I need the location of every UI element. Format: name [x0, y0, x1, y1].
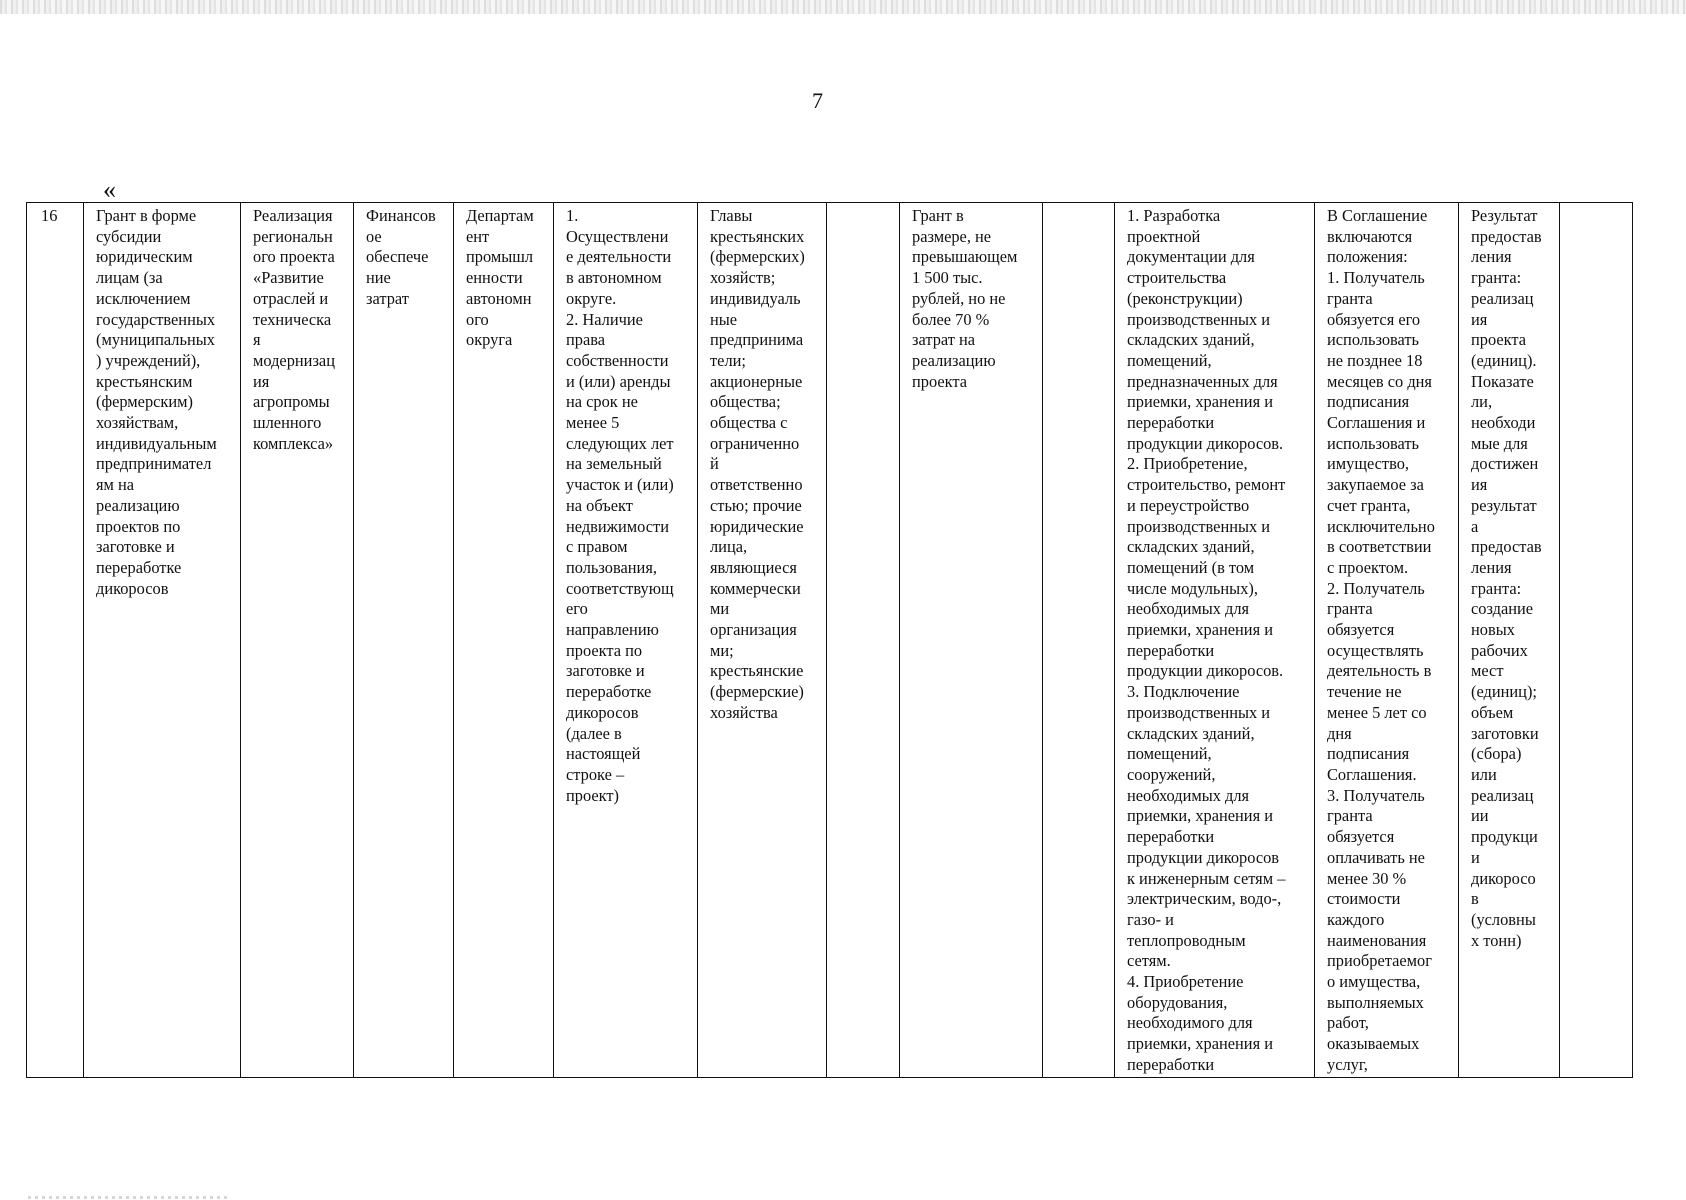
grant-table [26, 202, 1633, 1078]
empty-cell-10 [1043, 203, 1115, 1078]
table-row [27, 203, 1633, 1078]
grant-name-cell: Грант в форме субсидии юридическим лицам (за исключением государственных (муниципальных ) учреждений), крестьянским (фермерским) хозяйствам, индивидуальным предпринимател ям на реализацию проектов по заготовке и переработке дикоросов [84, 203, 241, 1078]
scan-edge-artifact [0, 0, 1686, 14]
expenses-cell: 1. Разработка проектной документации для строительства (реконструкции) производственных и складских зданий, помещений, предназначенных для приемки, хранения и переработки продукции дикоросов. 2. Приобретение, строительство, ремонт и переустройство производственных и складских зданий, помещений (в том числе модульных), необходимых для приемки, хранения и переработки продукции дикоросов. 3. Подключение производственных и складских зданий, помещений, сооружений, необходимых для приемки, хранения и переработки продукции дикоросов к инженерным сетям – электрическим, водо-, газо- и теплопроводным сетям. 4. Приобретение оборудования, необходимого для приемки, хранения и переработки [1115, 203, 1315, 1078]
scan-bottom-artifact [28, 1196, 228, 1199]
results-cell: Результат предостав ления гранта: реализац ия проекта (единиц). Показате ли, необходи мые для достижен ия результат а предостав ления гранта: создание новых рабочих мест (единиц); объем заготовки (сбора) или реализац ии продукци и дикоросо в (условны х тонн) [1459, 203, 1560, 1078]
purpose-cell: Финансов ое обеспече ние затрат [354, 203, 454, 1078]
grant-amount-cell: Грант в размере, не превышающем 1 500 тыс. рублей, но не более 70 % затрат на реализацию проекта [900, 203, 1043, 1078]
recipients-cell: Главы крестьянских (фермерских) хозяйств; индивидуаль ные предпринима тели; акционерные общества; общества с ограниченно й ответственно стью; прочие юридические лица, являющиеся коммерчески ми организация ми; крестьянские (фермерские) хозяйства [698, 203, 827, 1078]
continuation-mark: « [103, 175, 116, 204]
regional-project-cell: Реализация региональн ого проекта «Развитие отраслей и техническа я модернизац ия агропромы шленного комплекса» [241, 203, 354, 1078]
empty-cell-8 [827, 203, 900, 1078]
page-number: 7 [812, 88, 823, 113]
conditions-cell: 1. Осуществлени е деятельности в автономном округе. 2. Наличие права собственности и (или) аренды на срок не менее 5 следующих лет на земельный участок и (или) на объект недвижимости с правом пользования, соответствующ его направлению проекта по заготовке и переработке дикоросов (далее в настоящей строке – проект) [554, 203, 698, 1078]
department-cell: Департам ент промышл енности автономн ого округа [454, 203, 554, 1078]
agreement-cell: В Соглашение включаются положения: 1. Получатель гранта обязуется его использовать не позднее 18 месяцев со дня подписания Соглашения и использовать имущество, закупаемое за счет гранта, исключительно в соответствии с проектом. 2. Получатель гранта обязуется осуществлять деятельность в течение не менее 5 лет со дня подписания Соглашения. 3. Получатель гранта обязуется оплачивать не менее 30 % стоимости каждого наименования приобретаемог о имущества, выполняемых работ, оказываемых услуг, [1315, 203, 1459, 1078]
empty-cell-14 [1560, 203, 1633, 1078]
row-number-cell: 16 [27, 203, 84, 1078]
